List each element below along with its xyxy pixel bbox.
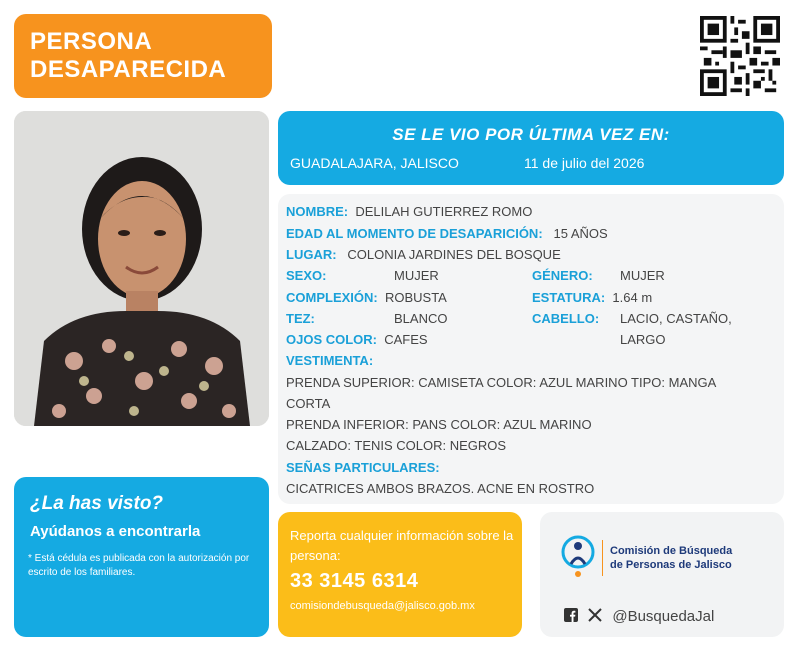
authorization-note: * Está cédula es publicada con la autorización por escrito de los familiares. xyxy=(28,553,250,578)
label-senas: SEÑAS PARTICULARES: xyxy=(286,460,440,475)
value-complexion: ROBUSTA xyxy=(384,290,447,305)
x-icon[interactable] xyxy=(588,608,602,626)
label-estatura: ESTATURA: xyxy=(532,290,606,305)
value-sexo: MUJER xyxy=(394,268,439,283)
commission-name-line-2: de Personas de Jalisco xyxy=(610,559,732,571)
value-ojos: CAFES xyxy=(384,332,428,347)
seen-question: ¿La has visto? xyxy=(30,493,164,514)
value-cabello-1: LACIO, CASTAÑO, xyxy=(620,311,732,326)
value-tez: BLANCO xyxy=(394,311,448,326)
last-seen-heading: SE LE VIO POR ÚLTIMA VEZ EN: xyxy=(392,125,670,144)
label-edad: EDAD AL MOMENTO DE DESAPARICIÓN: xyxy=(286,226,543,241)
row-lugar xyxy=(286,247,561,262)
label-genero: GÉNERO: xyxy=(532,268,593,283)
seen-box xyxy=(14,477,269,637)
facebook-icon[interactable] xyxy=(564,608,578,626)
commission-logo-icon xyxy=(560,534,596,578)
value-senas: CICATRICES AMBOS BRAZOS. ACNE EN ROSTRO xyxy=(286,481,595,496)
value-estatura: 1.64 m xyxy=(612,290,653,305)
row-edad xyxy=(286,226,608,241)
value-calzado: CALZADO: TENIS COLOR: NEGROS xyxy=(286,438,507,453)
value-lugar: COLONIA JARDINES DEL BOSQUE xyxy=(347,247,561,262)
report-box xyxy=(278,512,522,637)
commission-box xyxy=(540,512,784,637)
report-text: Reporta cualquier información sobre la persona: xyxy=(290,528,514,563)
title-line-2: DESAPARECIDA xyxy=(30,56,227,83)
value-nombre: DELILAH GUTIERREZ ROMO xyxy=(355,204,533,219)
label-tez: TEZ: xyxy=(286,311,315,326)
commission-name xyxy=(610,544,732,572)
title-line-1: PERSONA xyxy=(30,28,153,55)
logo-separator xyxy=(602,540,603,576)
label-vestimenta: VESTIMENTA: xyxy=(286,353,374,368)
label-sexo: SEXO: xyxy=(286,268,327,283)
label-cabello: CABELLO: xyxy=(532,311,600,326)
help-text: Ayúdanos a encontrarla xyxy=(30,523,201,540)
details-panel xyxy=(278,194,784,504)
title-badge xyxy=(14,14,272,98)
last-seen-place: GUADALAJARA, JALISCO xyxy=(290,155,459,171)
qr-code-icon[interactable] xyxy=(700,16,780,96)
social-handles xyxy=(564,608,714,626)
label-complexion: COMPLEXIÓN: xyxy=(286,290,378,305)
value-prenda-superior-2: CORTA xyxy=(286,396,331,411)
report-phone[interactable]: 33 3145 6314 xyxy=(290,570,419,592)
last-seen-box xyxy=(278,111,784,185)
last-seen-date: 11 de julio del 2026 xyxy=(524,155,645,171)
value-prenda-inferior: PRENDA INFERIOR: PANS COLOR: AZUL MARINO xyxy=(286,417,592,432)
value-cabello-2: LARGO xyxy=(620,332,666,347)
commission-name-line-1: Comisión de Búsqueda xyxy=(610,545,733,557)
label-ojos: OJOS COLOR: xyxy=(286,332,378,347)
value-genero: MUJER xyxy=(620,268,665,283)
label-nombre: NOMBRE: xyxy=(286,204,349,219)
value-prenda-superior-1: PRENDA SUPERIOR: CAMISETA COLOR: AZUL MARINO TIPO: MANGA xyxy=(286,375,717,390)
row-nombre xyxy=(286,204,532,219)
value-edad: 15 AÑOS xyxy=(553,226,608,241)
social-handle[interactable]: @BusquedaJal xyxy=(612,608,715,625)
label-lugar: LUGAR: xyxy=(286,247,337,262)
report-email[interactable]: comisiondebusqueda@jalisco.gob.mx xyxy=(290,600,475,612)
person-photo xyxy=(14,111,269,426)
